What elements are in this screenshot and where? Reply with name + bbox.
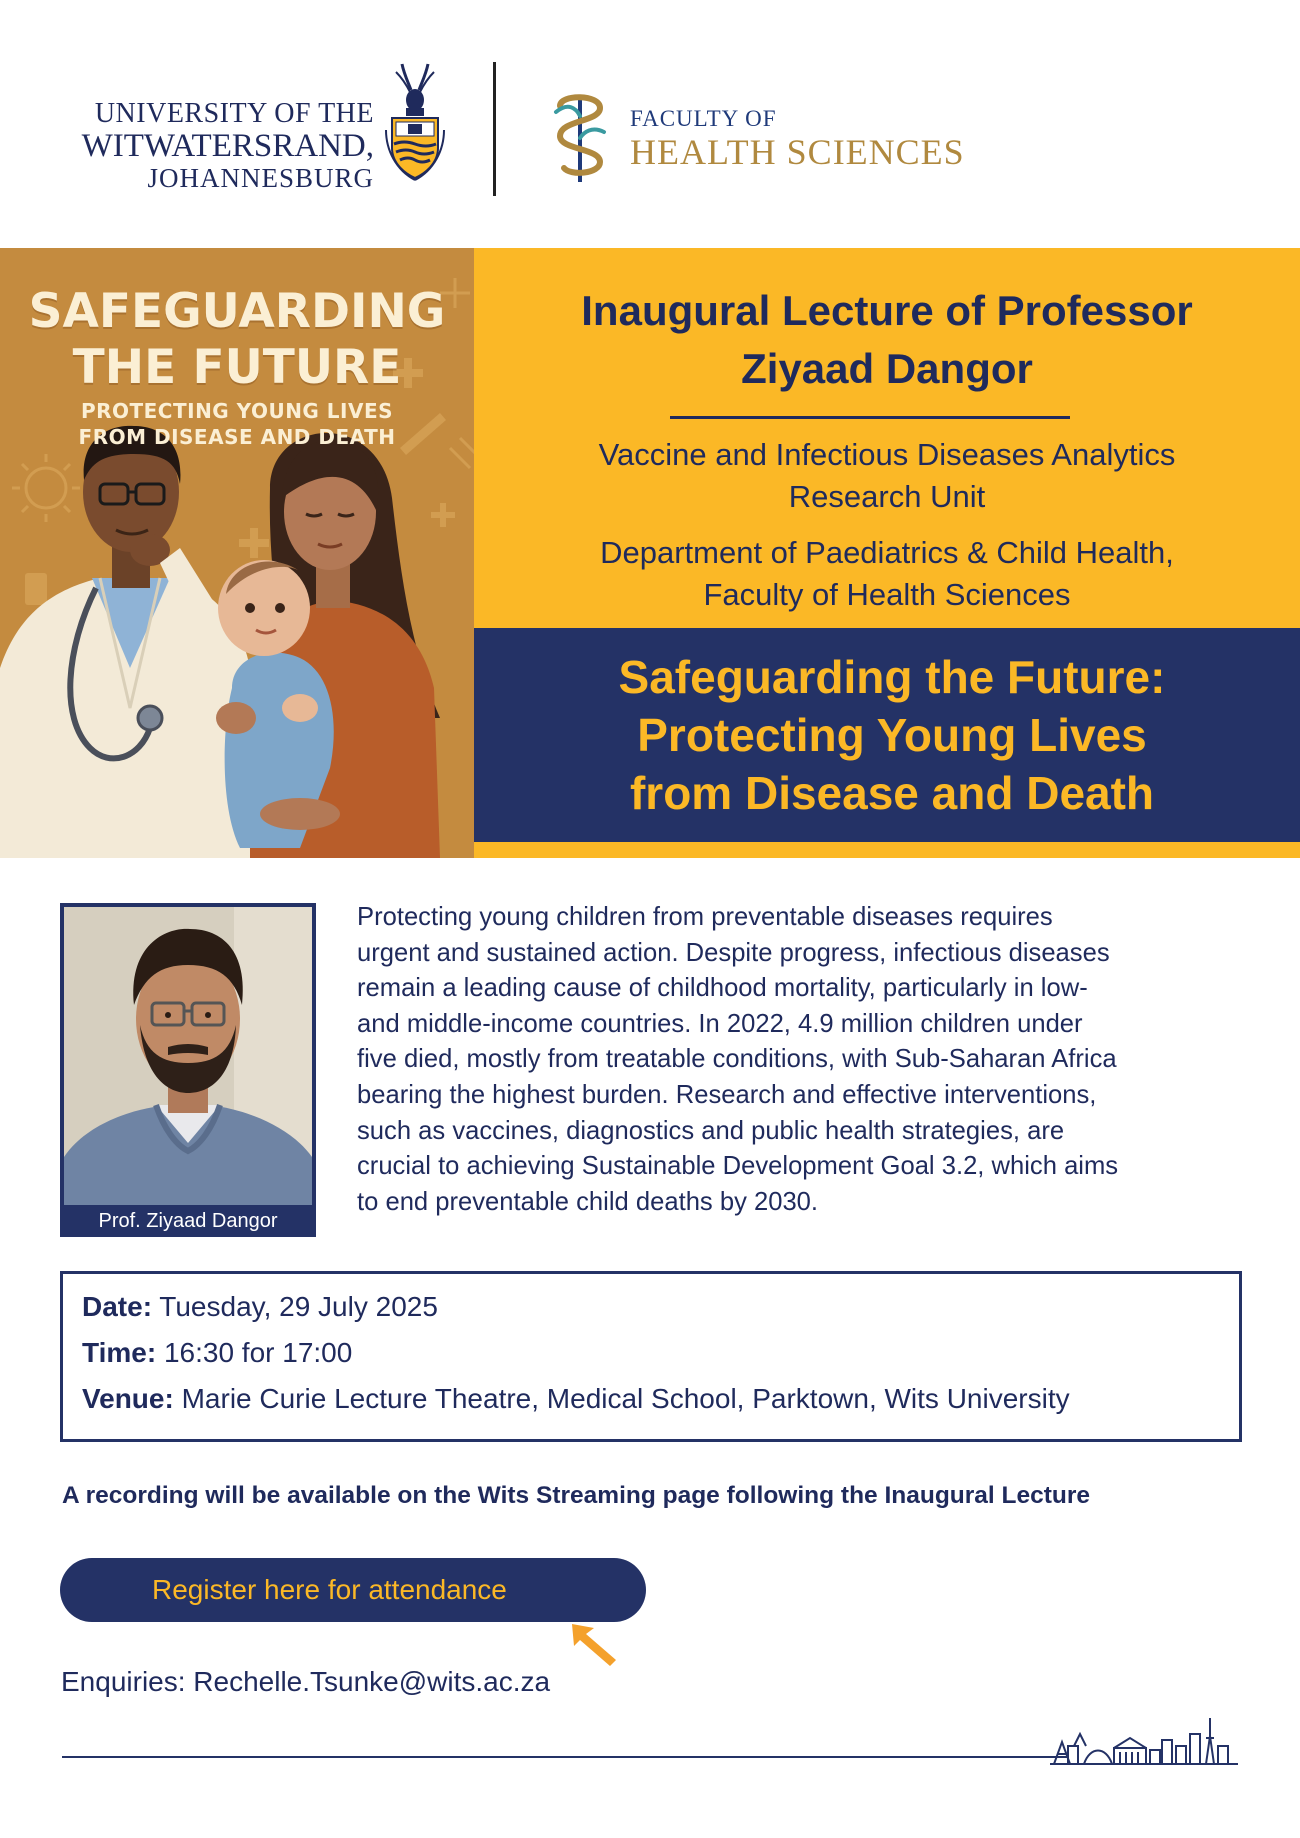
department-line1: Department of Paediatrics & Child Health, bbox=[600, 535, 1174, 570]
artwork-subtitle-line1: PROTECTING YOUNG LIVES bbox=[80, 399, 394, 423]
university-wordmark bbox=[62, 98, 374, 194]
abstract-line: such as vaccines, diagnostics and public health strategies, are bbox=[357, 1116, 1065, 1145]
university-name-line1: UNIVERSITY OF THE bbox=[94, 98, 374, 129]
header-divider bbox=[493, 62, 496, 196]
speaker-caption: Prof. Ziyaad Dangor bbox=[98, 1210, 278, 1232]
footer-divider bbox=[62, 1756, 1068, 1758]
talk-title-line1: Safeguarding the Future: bbox=[618, 651, 1166, 703]
abstract-line: crucial to achieving Sustainable Development Goal 3.2, which aims bbox=[357, 1152, 1119, 1181]
abstract-line: Protecting young children from preventable diseases requires bbox=[357, 903, 1053, 931]
lecture-title-line1: Inaugural Lecture of Professor bbox=[581, 287, 1193, 334]
research-unit-line1: Vaccine and Infectious Diseases Analytics bbox=[598, 437, 1176, 472]
event-details-box bbox=[60, 1271, 1242, 1442]
header bbox=[0, 0, 1300, 248]
artwork-title-line2: THE FUTURE bbox=[72, 340, 402, 395]
talk-title bbox=[474, 648, 1300, 822]
venue-value: Marie Curie Lecture Theatre, Medical School, Parktown, Wits University bbox=[181, 1383, 1070, 1414]
enquiries-contact[interactable]: Enquiries: Rechelle.Tsunke@wits.ac.za bbox=[61, 1666, 551, 1697]
pointer-arrow-icon bbox=[566, 1620, 626, 1672]
artwork-title-line1: SAFEGUARDING bbox=[28, 284, 446, 339]
lecture-info-panel bbox=[474, 248, 1300, 628]
department-line2: Faculty of Health Sciences bbox=[703, 577, 1071, 612]
abstract-line: remain a leading cause of childhood mortality, particularly in low- bbox=[357, 974, 1088, 1003]
abstract-line: urgent and sustained action. Despite progress, infectious diseases bbox=[357, 938, 1110, 967]
wits-crest-icon bbox=[384, 60, 446, 182]
artwork-title bbox=[0, 284, 474, 396]
speaker-photo bbox=[64, 907, 312, 1205]
lecture-title bbox=[474, 282, 1300, 398]
talk-title-line2: Protecting Young Lives bbox=[637, 709, 1147, 761]
venue-label: Venue: bbox=[82, 1383, 174, 1414]
date-label: Date: bbox=[82, 1291, 153, 1322]
faculty-wordmark bbox=[630, 106, 965, 172]
time-row bbox=[82, 1337, 352, 1369]
abstract-line: bearing the highest burden. Research and effective interventions, bbox=[357, 1080, 1097, 1109]
abstract-line: and middle-income countries. In 2022, 4.9 million children under bbox=[357, 1009, 1083, 1038]
lecture-title-line2: Ziyaad Dangor bbox=[741, 345, 1033, 392]
artwork-subtitle-line2: FROM DISEASE AND DEATH bbox=[78, 425, 396, 449]
title-divider bbox=[670, 416, 1070, 419]
research-unit-line2: Research Unit bbox=[788, 479, 986, 514]
research-unit bbox=[474, 434, 1300, 518]
lecture-abstract bbox=[357, 900, 1217, 1220]
time-label: Time: bbox=[82, 1337, 157, 1368]
register-button[interactable]: Register here for attendance bbox=[60, 1558, 646, 1622]
venue-row bbox=[82, 1383, 1070, 1415]
faculty-name-line2: HEALTH SCIENCES bbox=[630, 132, 965, 172]
abstract-line: to end preventable child deaths by 2030. bbox=[357, 1187, 819, 1216]
talk-title-line3: from Disease and Death bbox=[629, 767, 1155, 819]
banner-bottom-strip bbox=[474, 842, 1300, 858]
event-banner bbox=[0, 248, 1300, 858]
caduceus-logo-icon bbox=[550, 92, 610, 184]
abstract-line: five died, mostly from treatable conditions, with Sub-Saharan Africa bbox=[357, 1045, 1117, 1074]
artwork-subtitle bbox=[0, 398, 474, 450]
johannesburg-skyline-icon bbox=[1050, 1716, 1238, 1766]
university-name-line3: JOHANNESBURG bbox=[147, 163, 374, 193]
talk-title-panel bbox=[474, 628, 1300, 842]
department bbox=[474, 532, 1300, 616]
time-value: 16:30 for 17:00 bbox=[163, 1337, 353, 1368]
recording-note: A recording will be available on the Wits Streaming page following the Inaugural Lecture bbox=[62, 1482, 1091, 1509]
illustration-panel bbox=[0, 248, 474, 858]
university-name-line2: WITWATERSRAND, bbox=[81, 128, 374, 164]
speaker-portrait-frame bbox=[60, 903, 316, 1237]
date-row bbox=[82, 1291, 438, 1323]
faculty-name-line1: FACULTY OF bbox=[630, 106, 777, 131]
date-value: Tuesday, 29 July 2025 bbox=[159, 1291, 438, 1322]
